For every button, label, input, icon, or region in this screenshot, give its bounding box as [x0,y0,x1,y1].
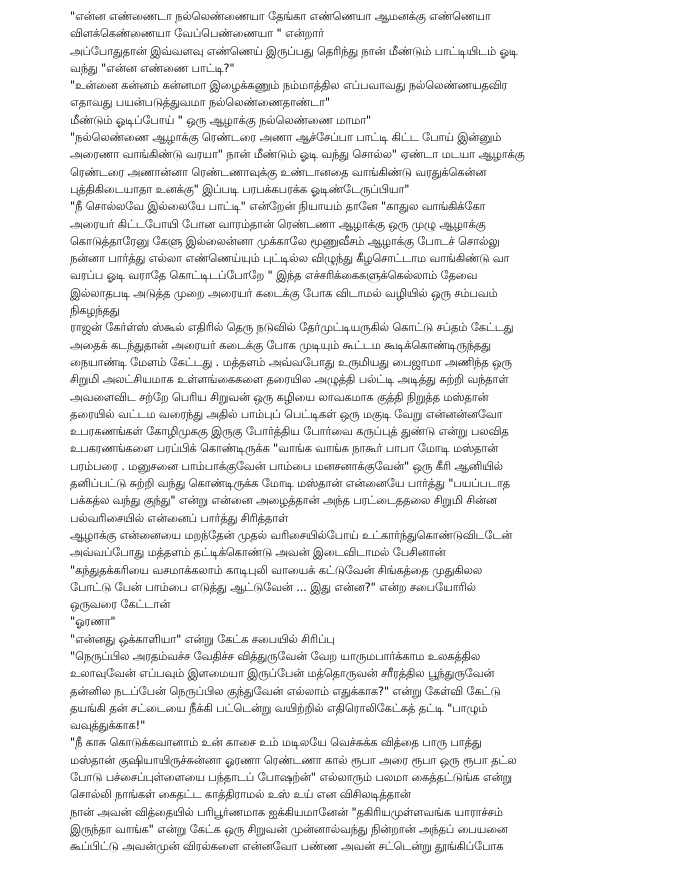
text-line: உபரகணங்கள் கோழிமுககு இருகு போர்த்திய போர்வை கருப்புத் துண்டு என்று பலவித [70,425,509,439]
text-line: நிகழந்தது [70,304,120,318]
text-line: அவ்வப்போது மத்தளம் தட்டிக்கொண்டு அவன் இடைவிடாமல் பேசினான் [70,546,446,560]
text-line: நான் அவன் வித்தையில் பரிபூர்ணமாக ஐக்கியமானேன் "தகிரியமுள்ளவங்க யாராச்சம் [70,805,503,819]
text-line: பரம்பரை . மனுசனை பாம்பாக்குவேன் பாம்பை மனசனாக்குவேன்" ஒரு கீரி ஆனியில் [70,459,503,473]
text-line: தனிப்பட்டு சுற்றி வந்து கொண்டிருக்க மோடி மஸ்தான் என்னையே பார்த்து "பயப்படாத [70,477,510,491]
text-line: இருந்தா வாங்க" என்று கேட்க ஒரு சிறுவன் முன்னால்வந்து நின்றான் அந்தப் பையனை [70,822,508,836]
text-line: ஆழாக்கு என்னையை மறந்தேன் முதல் வரிசையில்போய் உட்கார்ந்துகொண்டுவிடடேன் [70,528,513,542]
text-line: வரப்ப ஓடி வராதே கொட்டிடப்போறே " இந்த எச்சரிக்கைகளுக்கெல்லாம் தேவை [70,269,478,283]
text-line: நன்னா பார்த்து எல்லா எண்ணெய்யும் புட்டில்ல விழுந்து கீழசொட்டாம வாங்கிண்டு வா [70,252,510,266]
text-line: அரைணா வாங்கிண்டு வரயா" நான் மீண்டும் ஓடி வந்து சொல்ல" ஏண்டா மடயா ஆழாக்கு [70,148,525,162]
text-line: தயங்கி தன் சட்டையை நீக்கி பட்டென்று வயிற்றில் எதிரொலிகேட்கத் தட்டி "பாழும் [70,701,488,715]
text-line: "ஓரணா" [70,615,116,629]
text-line: "என்னது ஒக்காளியா" என்று கேட்க சபையில் சிரிப்பு [70,632,335,646]
text-line: ராஜன் கேர்ள்ஸ் ஸ்கூல் எதிரில் தெரு நடுவில் தேர்முட்டியருகில் கொட்டு சப்தம் கேட்டது [70,321,514,335]
text-line: அவளைவிட சற்றே பெரிய சிறுவன் ஒரு கழியை லாவகமாக குத்தி நிறுத்த மஸ்தான் [70,390,489,404]
text-line: இல்லாதபடி அடுத்த முறை அரையர் கடைக்கு போக விடாமல் வழியில் ஒரு சம்பவம் [70,286,498,300]
text-line: ரெண்டரை அணான்னா ரெண்டணாவுக்கு உண்டானதை வாங்கிண்டு வரதுக்கென்ன [70,165,487,179]
text-line: சொல்லி நாங்கள் கைதட்ட காத்திராமல் உஸ் உய் என விசிலடித்தான் [70,788,411,802]
text-line: "நீ சொல்லவே இல்லையே பாட்டி" என்றேன் நியாயம் தானே "காதுல வாங்கிக்கோ [70,200,486,214]
text-line: உபகரணங்களை பரப்பிக் கொண்டிருக்க "வாங்க வாங்க நாகூர் பாபா மோடி மஸ்தான் [70,442,499,456]
text-line: "என்ன எண்ணைடா நல்லெண்ணையா தேங்கா எண்ணெயா ஆமனக்கு எண்ணெயா [70,10,491,23]
text-line: போடு பச்சைப்புள்ளையை பந்தாடப் போஷற்ன்" எல்லாரும் பலமா கைத்தட்டுங்க என்று [70,771,512,785]
text-line: மஸ்தான் குஷியாயிருச்சுன்னா ஓரணா ரெண்டணா கால் ரூபா அரை ரூபா ஒரு ரூபா தட்ல [70,753,517,767]
text-line: "நீ காசு கொடுக்கவானாம் உன் காசை உம் மடிலயே வெச்சுக்க வித்தை பாரு பாத்து [70,736,482,750]
text-line: கொடுத்தாரேனு கேளு இல்லைன்னா முக்காலே மூணுவீசம் ஆழாக்கு போடச் சொல்லு [70,234,500,248]
text-line: போட்டு பேன் பாம்பை எடுத்து ஆட்டுவேன் ... இது என்ன?" என்ற சபையோரில் [70,580,476,594]
text-line: "உன்னை கன்னம் கன்னமா இழைக்கணும் நம்மாத்தில எப்பவாவது நல்லெண்ணயதவிர [70,79,508,93]
text-line: வவுத்துக்காக!" [70,719,146,733]
text-line: அப்போதுதான் இவ்வளவு எண்ணெய் இருப்பது தெரிந்து நான் மீண்டும் பாட்டியிடம் ஓடி [70,44,518,58]
text-line: "நெருப்பில அரதம்வச்ச வேதிச்ச வித்துருவேன் வேற யாருமபார்க்காம உலகத்தில [70,649,481,663]
text-line: ஒருவரை கேட்டான் [70,598,171,612]
text-line: பக்கத்ல வந்து குந்து" என்று என்னை அழைத்தான் அந்த பரட்டைததலை சிறுமி சின்ன [70,494,497,508]
text-line: புத்திகிடையாதா உனக்கு" இப்படி பரபக்கபரக்க ஓடிண்டேருப்பியா" [70,182,410,196]
text-line: "கந்துதக்கரியை வசமாக்கலாம் காடிபுலி வாயைக் கட்டுவேன் சிங்கத்தை முதுகிலல [70,563,482,577]
text-line: "நல்லெண்ணை ஆழாக்கு ரெண்டரை அணா ஆச்சேப்பா பாட்டி கிட்ட போய் இன்னும் [70,131,502,145]
text-line: தரையில் வட்டம வரைந்து அதில் பாம்புப் பெட்டிகள் ஒரு மகுடி வேறு என்னன்னவோ [70,407,503,421]
text-line: விளக்கெண்ணையா வேப்பெண்ணையா " என்றார் [70,27,324,41]
story-text [70,8,630,856]
text-line: கூப்பிட்டு அவன்முன் விரல்களை என்னவோ பண்ண அவன் சட்டென்று தூங்கிப்போக [70,840,504,854]
text-line: உலாவுவேன் எப்பவும் இளமையா இருப்பேன் மத்தொருவன் சரீரத்தில பூந்துருவேன் [70,667,495,681]
text-line: அதைக் கடந்துதான் அரையர் கடைக்கு போக முடியும் கூட்டம கூடிக்கொண்டிருந்தது [70,338,491,352]
text-line: தன்னில நடப்பேன் நெருப்பில குந்துவேன் எல்லாம் எதுக்காக?" என்று கேள்வி கேட்டு [70,684,501,698]
text-line: பல்வரிசையில் என்னைப் பார்த்து சிரித்தாள் [70,511,289,525]
text-line: மீண்டும் ஓடிப்போய் " ஒரு ஆழாக்கு நல்லெண்ணை மாமா" [70,113,372,127]
text-line: அரையர் கிட்டபோயி போன வாரம்தான் ரெண்டணா ஆழாக்கு ஒரு முழு ஆழாக்கு [70,217,486,231]
text-line: சிறுமி அலட்சியமாக உள்ளங்கைகளை தரையில அழுத்தி பல்ட்டி அடித்து சுற்றி வந்தாள் [70,373,509,387]
text-line: நையாண்டி மேளம் கேட்டது . மத்தளம் அவ்வபோது உருமியது பைஜாமா அணிந்த ஒரு [70,355,512,369]
text-line: வந்து "என்ன எண்ணை பாட்டி?" [70,61,235,75]
text-line: எதாவது பயன்படுத்துவமா நல்லெண்ணைதாண்டா" [70,96,330,110]
